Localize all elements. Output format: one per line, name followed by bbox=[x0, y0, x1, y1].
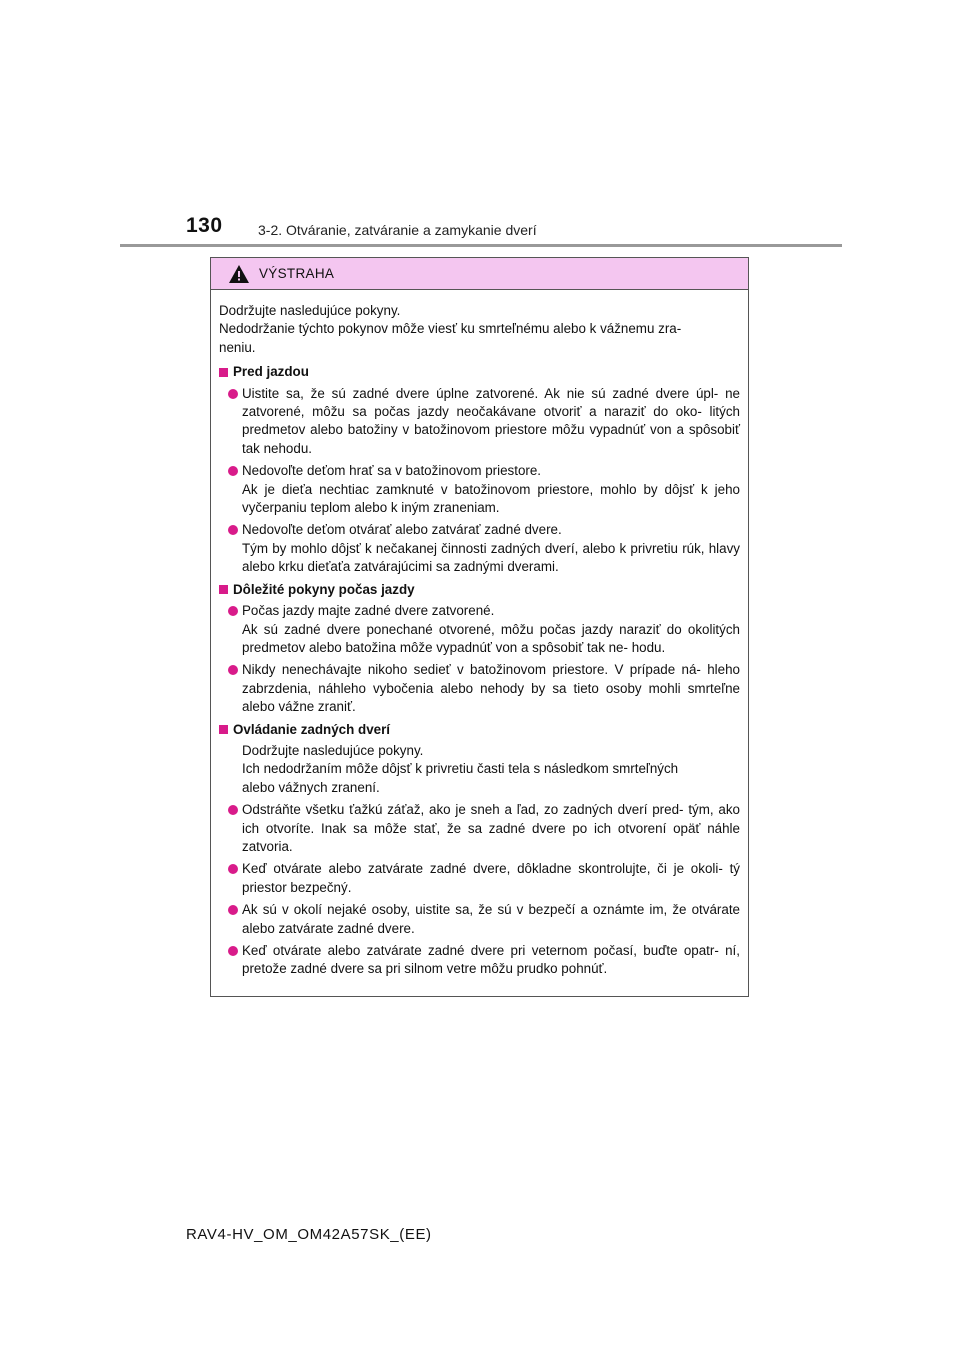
list-item: Počas jazdy majte zadné dvere zatvorené. Ak sú zadné dvere ponechané otvorené, môžu počas jazdy naraziť do okolitých predmetov alebo batožina môže vypadnúť von a spôsobiť tak ne- hodu. bbox=[219, 602, 740, 657]
list-item: Keď otvárate alebo zatvárate zadné dvere, dôkladne skontrolujte, či je okoli- tý priestor bezpečný. bbox=[219, 860, 740, 897]
section-heading: Ovládanie zadných dverí bbox=[219, 721, 740, 739]
bullet-dot-icon bbox=[228, 805, 238, 815]
bullet-dot-icon bbox=[228, 389, 238, 399]
warning-triangle-icon bbox=[228, 264, 250, 284]
bullet-dot-icon bbox=[228, 466, 238, 476]
warning-body bbox=[211, 290, 748, 979]
bullet-dot-icon bbox=[228, 525, 238, 535]
page-number: 130 bbox=[186, 214, 223, 237]
header-rule bbox=[120, 244, 842, 247]
section-heading: Pred jazdou bbox=[219, 363, 740, 381]
section-title: 3-2. Otváranie, zatváranie a zamykanie dverí bbox=[258, 222, 537, 238]
bullet-dot-icon bbox=[228, 606, 238, 616]
list-item: Ak sú v okolí nejaké osoby, uistite sa, že sú v bezpečí a oznámte im, že otvárate alebo zatvárate zadné dvere. bbox=[219, 901, 740, 938]
bullet-dot-icon bbox=[228, 905, 238, 915]
list-item: Nedovoľte deťom hrať sa v batožinovom priestore. Ak je dieťa nechtiac zamknuté v batožinovom priestore, mohlo by dôjsť k jeho vyčerpaniu teplom alebo k iným zraneniam. bbox=[219, 462, 740, 517]
list-item: Nedovoľte deťom otvárať alebo zatvárať zadné dvere. Tým by mohlo dôjsť k nečakanej činnosti zadných dverí, alebo k privretiu rúk, hlavy alebo krku dieťaťa zatvárajúcimi sa zadnými dverami. bbox=[219, 521, 740, 576]
bullet-dot-icon bbox=[228, 864, 238, 874]
section-square-icon bbox=[219, 725, 228, 734]
list-item: Keď otvárate alebo zatvárate zadné dvere pri veternom počasí, buďte opatr- ní, pretože zadné dvere sa pri silnom vetre môžu prudko pohnúť. bbox=[219, 942, 740, 979]
warning-header bbox=[211, 258, 748, 290]
list-item: Odstráňte všetku ťažkú záťaž, ako je sneh a ľad, zo zadných dverí pred- tým, ako ich otvoríte. Inak sa môže stať, že sa zadné dvere po ich otvorení opäť náhle zatvoria. bbox=[219, 801, 740, 856]
section-heading: Dôležité pokyny počas jazdy bbox=[219, 581, 740, 599]
bullet-dot-icon bbox=[228, 946, 238, 956]
bullet-dot-icon bbox=[228, 665, 238, 675]
list-item: Uistite sa, že sú zadné dvere úplne zatvorené. Ak nie sú zadné dvere úpl- ne zatvorené, môžu sa počas jazdy neočakávane otvoriť a naraziť do oko- litých predmetov alebo batožiny v batožinovom priestore môžu vypadnúť von a spôsobiť tak nehodu. bbox=[219, 385, 740, 459]
warning-label: VÝSTRAHA bbox=[259, 266, 335, 281]
section-square-icon bbox=[219, 368, 228, 377]
warning-box bbox=[210, 257, 749, 997]
section-square-icon bbox=[219, 585, 228, 594]
section-text: Dodržujte nasledujúce pokyny. Ich nedodržaním môže dôjsť k privretiu časti tela s následkom smrteľných alebo vážnych zranení. bbox=[242, 742, 679, 795]
warning-intro: Dodržujte nasledujúce pokyny. Nedodržanie týchto pokynov môže viesť ku smrteľnému alebo k vážnemu zra- neniu. bbox=[219, 303, 682, 355]
document-code: RAV4-HV_OM_OM42A57SK_(EE) bbox=[186, 1226, 432, 1243]
list-item: Nikdy nenechávajte nikoho sedieť v batožinovom priestore. V prípade ná- hleho zabrzdenia, náhleho vybočenia alebo nehody by sa tieto osoby mohli smrteľne alebo vážne zraniť. bbox=[219, 661, 740, 716]
